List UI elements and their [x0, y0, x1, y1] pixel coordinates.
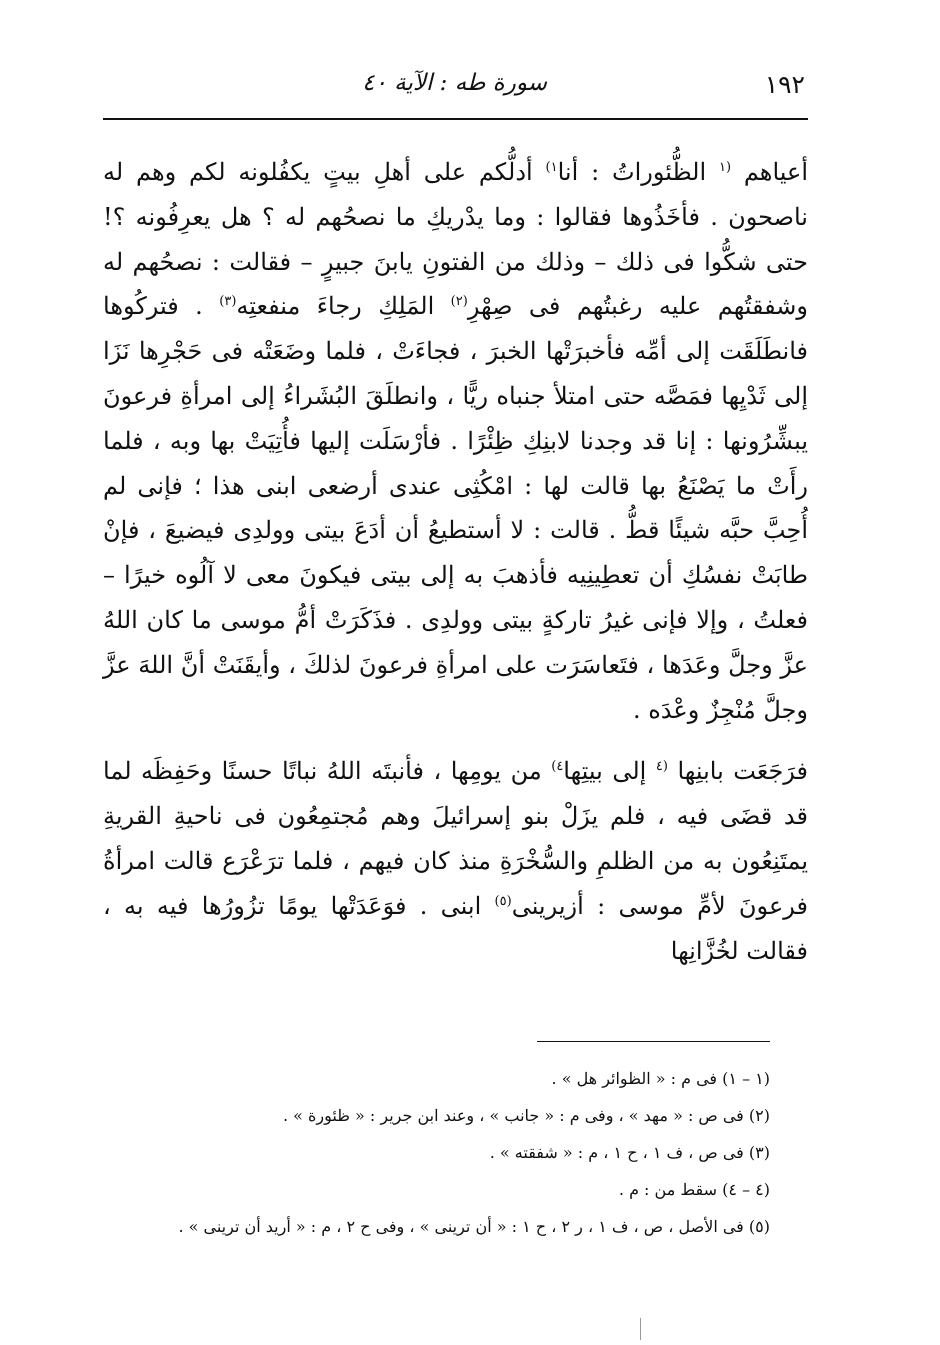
- page-number: ١٩٢: [764, 70, 805, 99]
- scan-gutter-mark: [640, 1318, 641, 1340]
- text-segment: من يومِها ، فأنبتَه اللهُ نباتًا حسنًا وحَفِظَه لما قد قضَى فيه ، فلم يزَلْ بنو إسرائيلَ وهم مُجتمِعُون فى ناحيةِ القريةِ يمتَنِعُون به من الظلمِ والسُّخْرَةِ منذ كان فيهم ، فلما ترَعْرَع قالت امرأةُ فرعونَ لأمِّ موسى : أزيرينى: [103, 757, 808, 920]
- text-segment: . فتركُوها فانطَلَقَت إلى أمِّه فأخبرَتْها الخبرَ ، فجاءَتْ ، فلما وضَعَتْه فى حَجْرِها نَزَا إلى ثَدْيِها فمَصَّه حتى امتلأ جنباه ريًّا ، وانطلَقَ البُشَراءُ إلى امرأةِ فرعونَ يبشِّرُونها : إنا قد وجدنا لابنِكِ ظِئْرًا . فأرْسَلَت إليها فأُتِيَتْ بها وبه ، فلما رأَتْ ما يَصْنَعُ بها قالت لها : امْكُثِى عندى أرضعى ابنى هذا ؛ فإنى لم أُحِبَّ حبَّه شيئًا قطُّ . قالت : لا أستطيعُ أن أدَعَ بيتى وولدِى فيضيعَ ، فإنْ طابَتْ نفسُكِ أن تعطِينِيه فأذهبَ به إلى بيتى فيكونَ معى لا آلُوه خيرًا – فعلتُ ، وإلا فإنى غيرُ تاركةٍ بيتى وولدِى . فذَكَرَتْ أمُّ موسى ما كان اللهُ عزَّ وجلَّ وعَدَها ، فتَعاسَرَت على امرأةِ فرعونَ لذلكَ ، وأيقَنَتْ أنَّ اللهَ عزَّ وجلَّ مُنْجِزٌ وعْدَه .: [103, 292, 809, 724]
- footnote-3: (٣) فى ص ، ف ١ ، ح ١ ، م : « شفقته » .: [489, 1143, 770, 1162]
- running-header: [105, 66, 805, 106]
- footnote-2: (٢) فى ص : « مهد » ، وفى م : « جانب » ، وعند ابن جرير : « ظئورة » .: [282, 1106, 770, 1125]
- footnote-rule: [537, 1041, 770, 1042]
- paragraph-1: [103, 150, 808, 732]
- footnote-1: (١ – ١) فى م : « الظوائر هل » .: [551, 1069, 770, 1088]
- surah-title: سورة طه : الآية ٤٠: [362, 70, 547, 96]
- paragraph-2: [103, 749, 808, 973]
- footnotes: [150, 1060, 770, 1245]
- footnote-5: (٥) فى الأصل ، ص ، ف ١ ، ر ٢ ، ح ١ : « أن ترينى » ، وفى ح ٢ ، م : « أريد أن ترينى » .: [178, 1217, 770, 1236]
- text-segment: أعياهم: [731, 158, 808, 186]
- text-segment: إلى بيتِها: [563, 757, 656, 786]
- footnote-ref-5: (٥): [494, 893, 512, 909]
- text-segment: الظُّئوراتُ : أنا: [557, 158, 719, 186]
- text-segment: فرَجَعَت بابنِها: [667, 757, 809, 786]
- text-segment: أدلُّكم على أهلِ بيتٍ يكفُلونه لكم وهم له ناصحون . فأخَذُوها فقالوا : وما يدْريكِ ما نصحُهم له ؟ هل يعرِفُونه ؟! حتى شكُّوا فى ذلك – وذلك من الفتونِ يابنَ جبيرٍ – فقالت : نصحُهم له وشفقتُهم عليه رغبتُهم فى صِهْرِ: [103, 158, 808, 321]
- text-segment: ابنى . فوَعَدَتْها يومًا تزُورُها فيه به ، فقالت لخُزَّانِها: [103, 891, 808, 965]
- footnote-ref-4-close: ٤): [551, 759, 564, 775]
- footnote-ref-1-close: ١): [545, 160, 558, 175]
- paragraph-gap: [103, 732, 808, 749]
- text-segment: المَلِكِ رجاءَ منفعتِه: [236, 292, 451, 321]
- footnote-ref-1-open: (١: [718, 160, 732, 175]
- footnote-4: (٤ – ٤) سقط من : م .: [618, 1180, 770, 1199]
- footnote-ref-3: (٣): [219, 294, 237, 310]
- header-rule: [103, 118, 808, 120]
- footnote-ref-4-open: (٤: [655, 759, 668, 775]
- main-text: [103, 150, 808, 973]
- footnote-ref-2: (٢): [450, 294, 468, 310]
